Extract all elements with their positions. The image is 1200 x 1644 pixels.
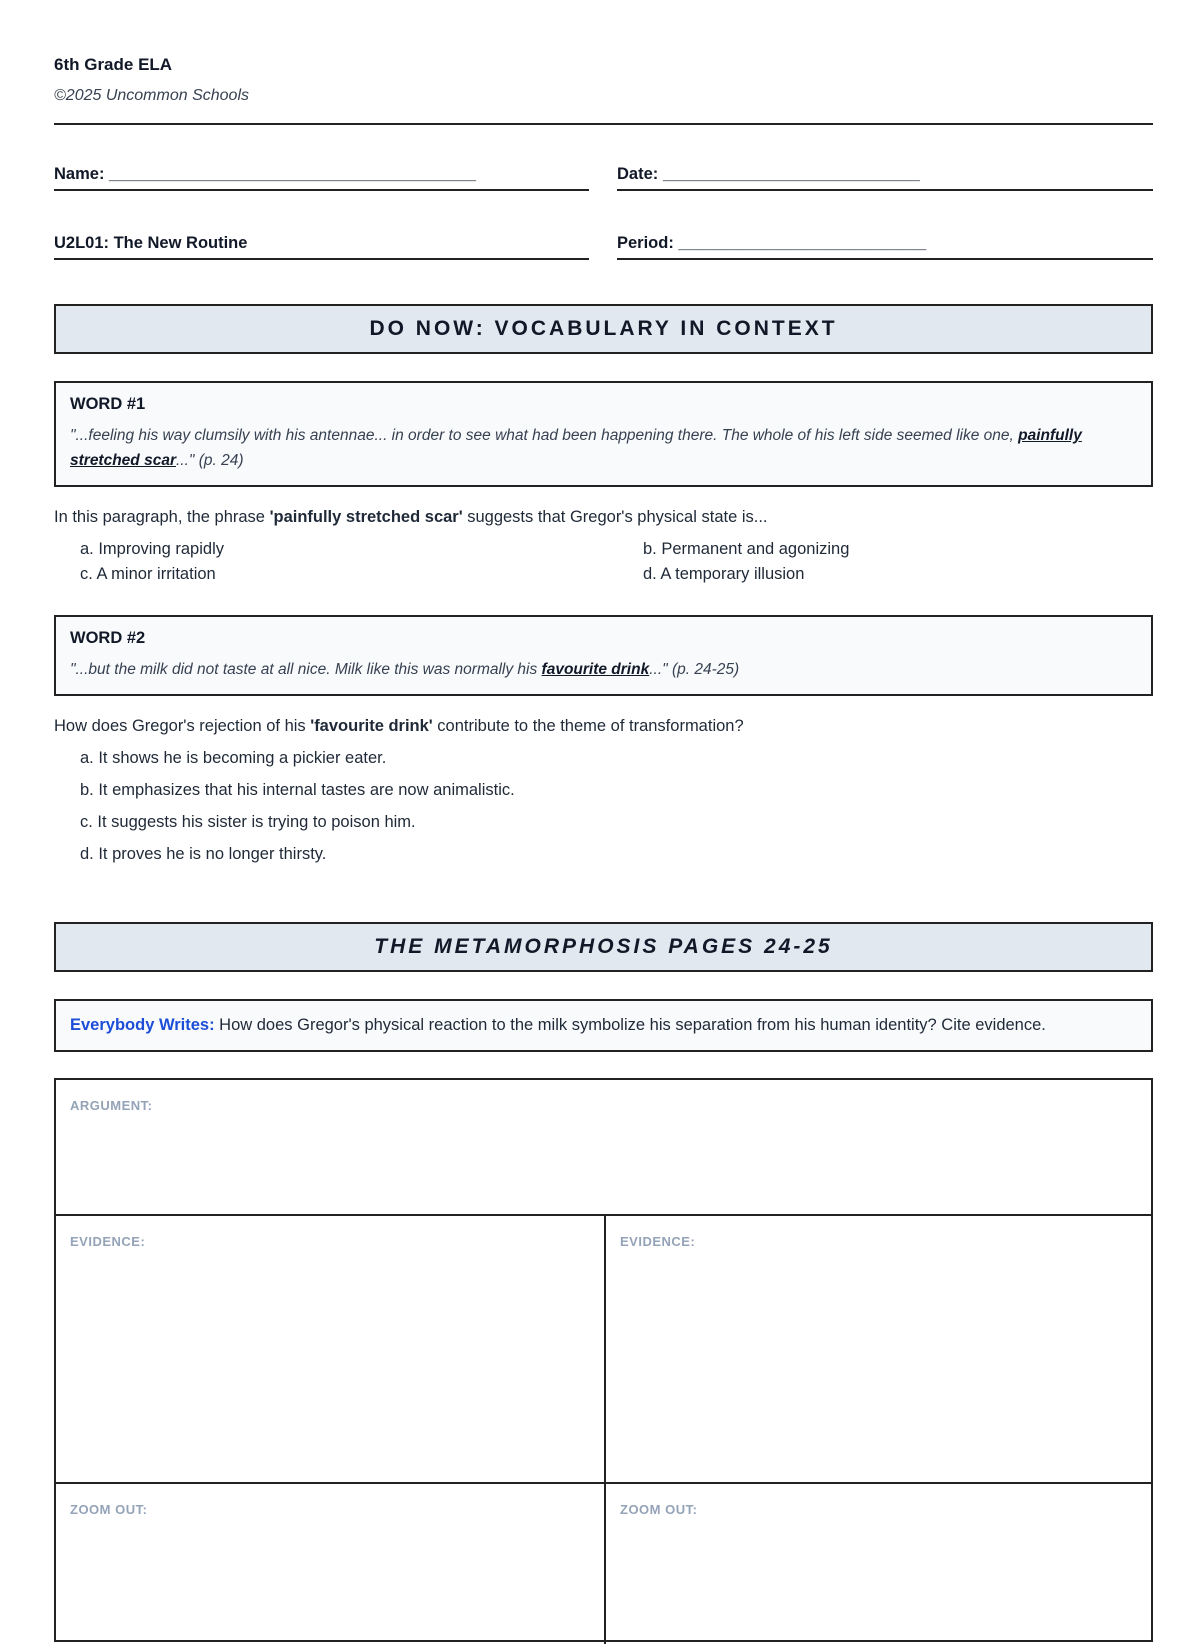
- option-d[interactable]: d. It proves he is no longer thirsty.: [80, 845, 327, 863]
- question-text: How does Gregor's rejection of his: [54, 717, 311, 735]
- everybody-writes-label: Everybody Writes:: [70, 1016, 215, 1034]
- zoom-out-cell-right[interactable]: [606, 1484, 1151, 1644]
- word2-quote: [70, 657, 1137, 682]
- quote-text: "...but the milk did not taste at all nice. Milk like this was normally his: [70, 661, 542, 678]
- word1-question: [54, 508, 768, 527]
- course-title: 6th Grade ELA: [54, 55, 173, 74]
- section-banner-do-now: DO NOW: VOCABULARY IN CONTEXT: [54, 304, 1153, 354]
- option-a[interactable]: a. Improving rapidly: [80, 540, 224, 558]
- quote-citation: ..." (p. 24): [175, 452, 244, 469]
- option-a[interactable]: a. It shows he is becoming a pickier eater.: [80, 749, 387, 767]
- word2-box: [54, 615, 1153, 696]
- everybody-writes-box: [54, 999, 1153, 1052]
- period-field[interactable]: Period: ___________________________: [617, 234, 1153, 260]
- lesson-title: U2L01: The New Routine: [54, 234, 589, 260]
- option-d[interactable]: d. A temporary illusion: [643, 565, 805, 583]
- quote-term: painfully stretched scar: [70, 427, 1082, 469]
- header-divider: [54, 123, 1153, 125]
- copyright: ©2025 Uncommon Schools: [54, 87, 249, 104]
- date-field[interactable]: Date: ____________________________: [617, 165, 1153, 191]
- word1-box: [54, 381, 1153, 487]
- word1-quote: [70, 423, 1137, 473]
- option-c[interactable]: c. It suggests his sister is trying to poison him.: [80, 813, 416, 831]
- zoom-out-label: ZOOM OUT:: [70, 1502, 148, 1517]
- zoom-out-cell-left[interactable]: [56, 1484, 606, 1644]
- zoom-out-label: ZOOM OUT:: [620, 1502, 698, 1517]
- question-text: suggests that Gregor's physical state is...: [462, 508, 768, 526]
- everybody-writes-prompt: How does Gregor's physical reaction to the milk symbolize his separation from his human identity? Cite evidence.: [214, 1016, 1046, 1034]
- argument-cell[interactable]: [56, 1080, 1151, 1216]
- name-field[interactable]: Name: ________________________________________: [54, 165, 589, 191]
- evidence-label: EVIDENCE:: [70, 1234, 146, 1249]
- quote-term: favourite drink: [541, 661, 650, 678]
- argument-label: ARGUMENT:: [70, 1098, 153, 1113]
- evidence-cell-left[interactable]: [56, 1216, 606, 1484]
- question-text: contribute to the theme of transformation?: [432, 717, 744, 735]
- writing-organizer: [54, 1078, 1153, 1642]
- word1-label: WORD #1: [70, 395, 146, 413]
- section-banner-metamorphosis: THE METAMORPHOSIS PAGES 24-25: [54, 922, 1153, 972]
- question-term: 'favourite drink': [310, 717, 433, 735]
- word2-label: WORD #2: [70, 629, 146, 647]
- quote-text: "...feeling his way clumsily with his antennae... in order to see what had been happening there. The whole of his left side seemed like one,: [70, 427, 1019, 444]
- option-b[interactable]: b. Permanent and agonizing: [643, 540, 850, 558]
- word2-question: [54, 717, 744, 736]
- quote-citation: ..." (p. 24-25): [649, 661, 740, 678]
- evidence-cell-right[interactable]: [606, 1216, 1151, 1484]
- evidence-label: EVIDENCE:: [620, 1234, 696, 1249]
- option-b[interactable]: b. It emphasizes that his internal tastes are now animalistic.: [80, 781, 515, 799]
- option-c[interactable]: c. A minor irritation: [80, 565, 216, 583]
- question-term: 'painfully stretched scar': [269, 508, 463, 526]
- question-text: In this paragraph, the phrase: [54, 508, 270, 526]
